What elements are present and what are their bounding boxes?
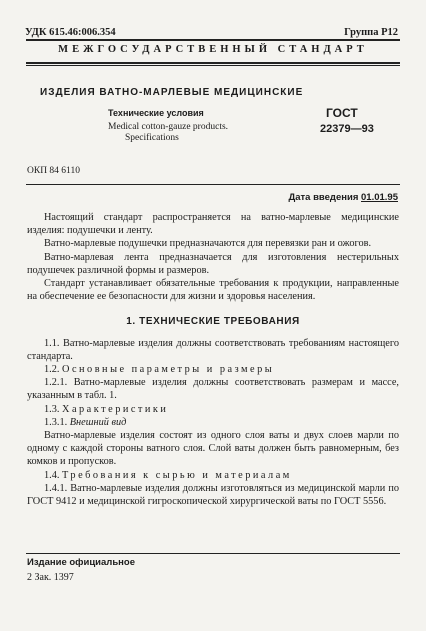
intro-paragraph: Настоящий стандарт распространяется на ватно-марлевые медицинские изделия: подушечки и ленту. [27,212,399,237]
clause-1-2-number: 1.2. [44,364,60,376]
clause-1-4-title: Требования к сырью и материалам [62,469,292,481]
introduction-date-label: Дата введения [288,192,359,203]
top-rule [26,39,400,41]
gost-number: 22379—93 [320,123,374,135]
official-edition-label: Издание официальное [27,557,135,568]
document-body [27,211,399,508]
introduction-date [288,192,398,203]
document-subtitle: Технические условия [108,108,204,118]
intro-paragraph: Ватно-марлевые подушечки предназначаются для перевязки ран и ожогов. [44,238,372,250]
clause-1-4-1: 1.4.1. Ватно-марлевые изделия должны изготовляться из медицинской марли по ГОСТ 9412 и медицинской гигроскопической хирургической ваты по ГОСТ 5556. [27,482,399,508]
introduction-date-value: 01.01.95 [361,192,398,203]
order-number: 2 Зак. 1397 [27,572,74,583]
section-heading: 1. ТЕХНИЧЕСКИЕ ТРЕБОВАНИЯ [126,316,300,328]
okp-rule [26,184,400,185]
clause-1-3-1-text: Ватно-марлевые изделия состоят из одного слоя ваты и двух слоев марли по одному с каждой стороны ватного слоя. Слой ваты должен быть равномерным, без комков и пропусков. [27,430,399,468]
udk-code: УДК 615.46:006.354 [25,27,116,38]
intro-paragraph: Стандарт устанавливает обязательные требования к продукции, направленные на обеспечение ее безопасности для жизни и здоровья населения. [27,278,399,303]
okp-code: ОКП 84 6110 [27,166,80,176]
footer-rule [26,553,400,554]
clause-1-3-number: 1.3. [44,403,60,415]
clause-1-3-1 [27,416,399,429]
standard-type: МЕЖГОСУДАРСТВЕННЫЙ СТАНДАРТ [58,44,368,55]
intro-paragraph: Ватно-марлевая лента предназначается для изготовления нестерильных подушечек различной формы и размеров. [27,251,399,276]
clause-1-3-title: Характеристики [62,403,169,415]
group-code: Группа Р12 [344,27,398,38]
clause-1-1: 1.1. Ватно-марлевые изделия должны соответствовать требованиям настоящего стандарта. [27,337,399,362]
document-title: ИЗДЕЛИЯ ВАТНО-МАРЛЕВЫЕ МЕДИЦИНСКИЕ [40,87,304,98]
standard-rule-thin [26,65,400,66]
english-title-line1: Medical cotton-gauze products. [108,122,229,132]
gost-label: ГОСТ [326,106,358,120]
clause-1-2-title: Основные параметры и размеры [62,364,275,376]
english-title-line2: Specifications [125,133,179,143]
clause-1-3-1-title: Внешний вид [69,416,127,428]
standard-rule [26,62,400,64]
clause-1-4 [27,469,399,482]
clause-1-3-1-number: 1.3.1. [44,416,68,428]
clause-1-3 [27,403,399,416]
clause-1-2 [27,363,399,376]
clause-1-2-1: 1.2.1. Ватно-марлевые изделия должны соответствовать размерам и массе, указанным в табл. 1. [27,377,399,402]
clause-1-4-number: 1.4. [44,469,60,481]
